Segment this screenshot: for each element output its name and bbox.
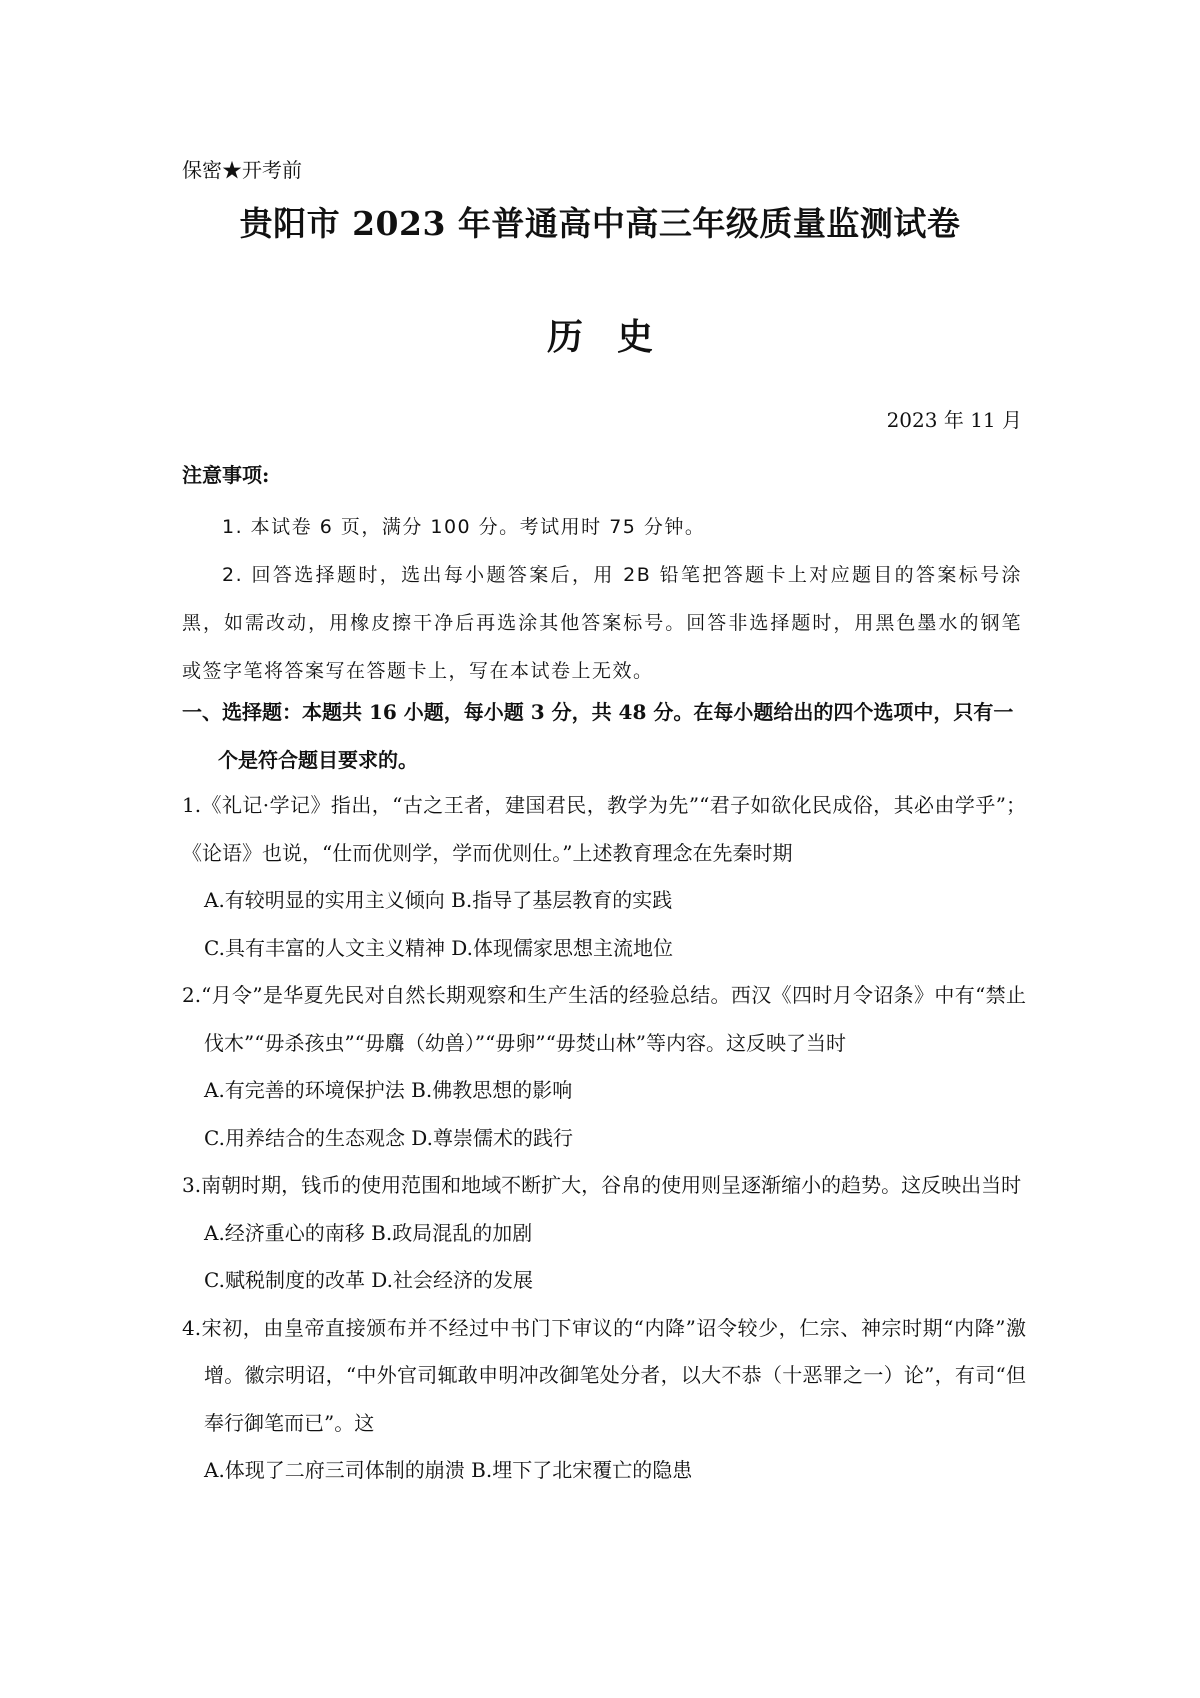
option-row: A.体现了二府三司体制的崩溃 B.埋下了北宋覆亡的隐患 <box>204 1458 693 1482</box>
question-stem: 4.宋初，由皇帝直接颁布并不经过中书门下审议的“内降”诏令较少，仁宗、神宗时期“内降”激增。徽宗明诏，“中外官司辄敢申明冲改御笔处分者，以大不恭（十恶罪之一）论”，有司“但奉行御笔而已”。这 <box>182 1315 1026 1435</box>
notes-heading: 注意事项: <box>182 463 270 487</box>
note-item: 2. 回答选择题时，选出每小题答案后，用 2B 铅笔把答题卡上对应题目的答案标号涂黑，如需改动，用橡皮擦干净后再选涂其他答案标号。回答非选择题时，用黑色墨水的钢笔或签字笔将答案写在答题卡上，写在本试卷上无效。 <box>182 564 1022 682</box>
option-row: C.用养结合的生态观念 D.尊崇儒术的践行 <box>204 1125 573 1150</box>
option-row: A.有较明显的实用主义倾向 B.指导了基层教育的实践 <box>204 888 673 912</box>
question-stem: 1.《礼记·学记》指出，“古之王者，建国君民，教学为先”“君子如欲化民成俗，其必由学乎”；《论语》也说，“仕而优则学，学而优则仕。”上述教育理念在先秦时期 <box>182 793 1026 865</box>
question-stem: 3.南朝时期，钱币的使用范围和地域不断扩大，谷帛的使用则呈逐渐缩小的趋势。这反映出当时 <box>182 1173 1022 1197</box>
section-heading <box>182 688 1026 784</box>
question-1 <box>182 782 1026 972</box>
subject-title: 历史 <box>546 316 687 358</box>
question-4 <box>182 1305 1026 1495</box>
option-row: C.具有丰富的人文主义精神 D.体现儒家思想主流地位 <box>204 935 673 960</box>
section-title: 一、选择题：本题共 16 小题，每小题 3 分，共 48 分。在每小题给出的四个选项中，只有一个是符合题目要求的。 <box>182 700 1014 772</box>
option-row: C.赋税制度的改革 D.社会经济的发展 <box>204 1268 533 1292</box>
exam-date: 2023 年 11 月 <box>886 408 1022 432</box>
question-3 <box>182 1162 1026 1305</box>
note-item: 1. 本试卷 6 页，满分 100 分。考试用时 75 分钟。 <box>222 516 706 538</box>
option-row: A.有完善的环境保护法 B.佛教思想的影响 <box>204 1078 573 1102</box>
question-2 <box>182 972 1026 1162</box>
question-stem: 2.“月令”是华夏先民对自然长期观察和生产生活的经验总结。西汉《四时月令诏条》中有“禁止伐木”“毋杀孩虫”“毋麛（幼兽）”“毋卵”“毋焚山林”等内容。这反映了当时 <box>182 983 1026 1055</box>
confidential-mark: 保密★开考前 <box>182 158 302 182</box>
option-row: A.经济重心的南移 B.政局混乱的加剧 <box>204 1220 533 1245</box>
question-list <box>182 782 1026 1495</box>
exam-title: 贵阳市 2023 年普通高中高三年级质量监测试卷 <box>239 204 961 243</box>
notes-list <box>182 503 1022 695</box>
